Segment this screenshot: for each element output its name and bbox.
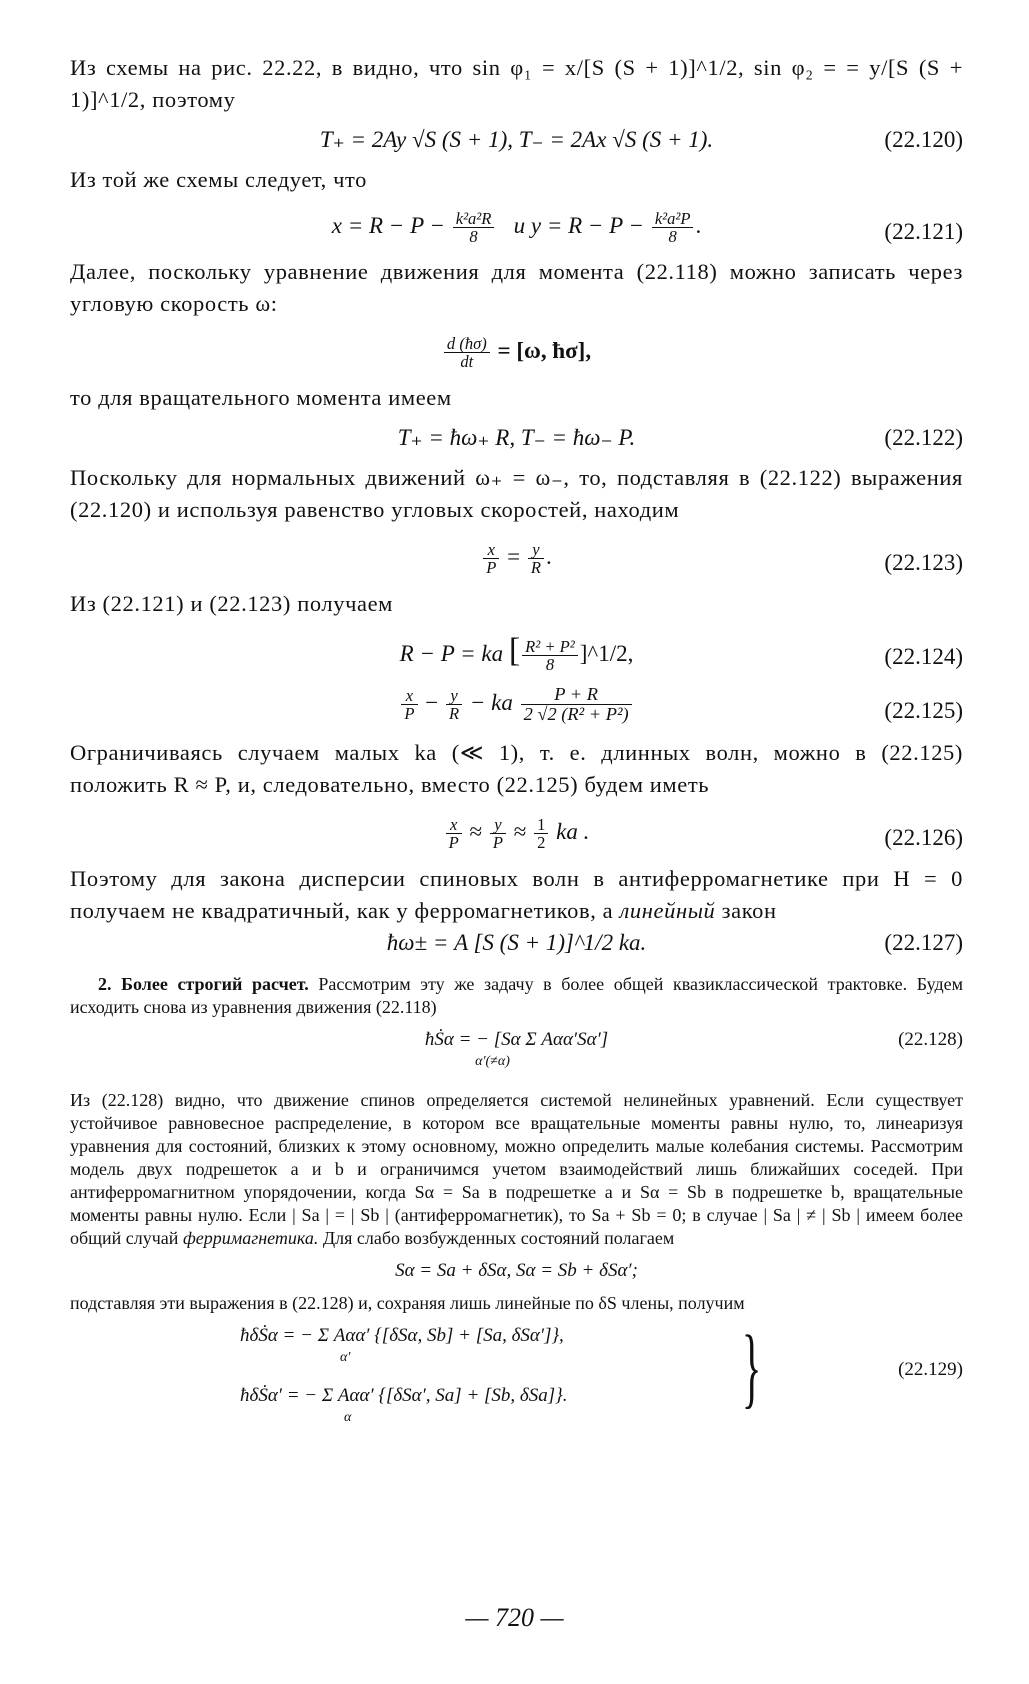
paragraph-7: Ограничиваясь случаем малых ka (≪ 1), т. е. длинных волн, можно в (22.125) положить R ≈ P, и, следовательно, вместо (22.125) будем иметь — [70, 740, 963, 797]
paragraph-2: Из той же схемы следует, что — [70, 167, 368, 192]
fraction — [522, 638, 578, 674]
equation-number: (22.129) — [898, 1359, 963, 1380]
section-text: Рассмотрим эту же задачу в более общей квазиклассической трактовке. Будем исходить снова из уравнения движения (22.118) — [70, 974, 963, 1017]
equation-22-124: R − P = ka [ $\frac{\text{R² + P²}}{8}$ ]^1/2, (22.124) — [70, 628, 963, 677]
equation-angular-velocity — [70, 328, 963, 374]
page-number: — 720 — — [465, 1603, 564, 1632]
sum-subscript: α′(≠α) — [475, 1054, 510, 1069]
equation-22-129 — [70, 1318, 963, 1437]
equation-right: = [ω, ħσ], — [497, 338, 592, 363]
equation-middle: и y = R − P − — [513, 213, 645, 238]
equation-substitution — [70, 1258, 963, 1284]
equation-number: (22.120) — [884, 127, 963, 152]
numerator: x — [446, 816, 462, 834]
denominator: P — [486, 558, 497, 578]
fraction — [521, 685, 632, 725]
section-2-intro — [70, 973, 963, 1019]
equation-body: T₊ = 2Ay √S (S + 1), T₋ = 2Ax √S (S + 1). — [319, 127, 714, 152]
equation-line-1 — [240, 1323, 963, 1377]
equation-line-body: ħδṠα′ = − Σ Aαα′ {[δSα′, Sa] + [Sb, δSa]}. — [240, 1385, 568, 1406]
fraction — [444, 335, 490, 371]
paragraph-4: то для вращательного момента имеем — [70, 385, 452, 410]
equation-body: ħṠα = − [Sα Σ Aαα′Sα′] — [424, 1029, 609, 1050]
equation-body: Sα = Sa + δSα, Sα = Sb + δSα′; — [395, 1260, 638, 1281]
denominator: 8 — [469, 227, 478, 247]
equation-left: R − P = ka — [399, 641, 504, 666]
paragraph-8-emphasis: линейный — [619, 898, 716, 923]
numerator: d (ħσ) — [444, 335, 490, 353]
equation-number: (22.128) — [898, 1029, 963, 1050]
paragraph-8-text: Поэтому для закона дисперсии спиновых волн в антиферромагнетике при H = 0 получаем не квадратичный, как у ферромагнетиков, а — [70, 866, 963, 923]
sum-subscript: α — [344, 1410, 352, 1425]
denominator: P — [492, 833, 503, 853]
equation-22-127 — [70, 927, 963, 959]
denominator: P — [448, 833, 459, 853]
fraction — [446, 687, 462, 723]
equation-number: (22.121) — [884, 219, 963, 244]
denominator: 8 — [545, 655, 555, 675]
numerator: P + R — [521, 685, 632, 705]
equation-number: (22.122) — [884, 425, 963, 450]
equation-number: (22.124) — [884, 644, 963, 669]
equation-number: (22.125) — [884, 698, 963, 723]
numerator: y — [528, 541, 544, 559]
equation-line-2 — [240, 1383, 963, 1437]
fraction — [652, 210, 694, 246]
section-heading: 2. Более строгий расчет. — [98, 974, 309, 994]
paragraph-9-text: Из (22.128) видно, что движение спинов определяется системой нелинейных уравнений. Если существует устойчивое равновесное распределение, в котором все вращательные моменты равны нулю, то, линеаризуя уравнения для состояний, близких к этому основному, можно определить малые колебания системы. Рассмотрим модель двух подрешеток a и b и ограничимся учетом взаимодействий лишь ближайших соседей. При антиферромагнитном упорядочении, когда Sα = Sa в подрешетке a и Sα = Sb в подрешетке b, вращательные моменты равны нулю. Если | Sa | = | Sb | (антиферромагнетик), то Sa + Sb = 0; в случае | Sa | ≠ | Sb | имеем более общий случай — [70, 1090, 963, 1248]
equation-number: (22.127) — [884, 930, 963, 955]
equation-body: T₊ = ħω₊ R, T₋ = ħω₋ P. — [397, 425, 636, 450]
fraction — [446, 816, 462, 852]
paragraph-8-end: закон — [721, 898, 777, 923]
denominator: 8 — [668, 227, 677, 247]
paragraph-10: подставляя эти выражения в (22.128) и, сохраняя лишь линейные по δS члены, получим — [70, 1293, 745, 1313]
numerator: x — [401, 687, 417, 705]
equation-left: x = R − P − — [331, 213, 445, 238]
denominator: 2 — [537, 833, 546, 853]
paragraph-6: Из (22.121) и (22.123) получаем — [70, 591, 393, 616]
paragraph-1: Из схемы на рис. 22.22, в видно, что sin φ₁ = x/[S (S + 1)]^1/2, sin φ₂ = = y/[S (S + 1)]^1/2, поэтому — [70, 55, 963, 112]
paragraph-8 — [70, 863, 963, 927]
equation-22-121: x = R − P − $\frac{\text{k²a²R}}{8}$ и y = R − P − $\frac{\text{k²a²P}}{8}$ . (22.121) — [70, 204, 963, 248]
denominator: P — [404, 704, 415, 724]
sum-subscript: α′ — [340, 1350, 351, 1365]
equation-line-body: ħδṠα = − Σ Aαα′ {[δSα, Sb] + [Sa, δSα′]}, — [240, 1325, 564, 1346]
equation-right: ka . — [556, 819, 590, 844]
fraction — [401, 687, 417, 723]
fraction — [534, 816, 548, 852]
paragraph-5: Поскольку для нормальных движений ω₊ = ω₋, то, подставляя в (22.122) выражения (22.120) и используя равенство угловых скоростей, находим — [70, 465, 963, 522]
equation-22-122 — [70, 422, 963, 454]
equation-22-123: $\frac{x}{P}$ = $\frac{y}{R}$ . (22.123) — [70, 534, 963, 580]
numerator: k²a²P — [652, 210, 694, 228]
paragraph-9-emphasis: ферримагнетика. — [182, 1228, 319, 1248]
paragraph-9 — [70, 1089, 963, 1250]
fraction — [453, 210, 495, 246]
equation-22-120 — [70, 124, 963, 156]
curly-brace: } — [741, 1318, 762, 1417]
fraction — [483, 541, 499, 577]
paragraph-3: Далее, поскольку уравнение движения для момента (22.118) можно записать через угловую скорость ω: — [70, 259, 963, 316]
numerator: R² + P² — [522, 638, 578, 656]
fraction — [528, 541, 544, 577]
equation-22-128 — [70, 1027, 963, 1081]
denominator: dt — [460, 352, 474, 372]
equation-middle: − ka — [469, 690, 513, 715]
denominator: 2 √2 (R² + P²) — [523, 704, 629, 725]
paragraph-9-end: Для слабо возбужденных состояний полагаем — [322, 1228, 675, 1248]
fraction — [490, 816, 506, 852]
equation-number: (22.123) — [884, 550, 963, 575]
numerator: y — [446, 687, 462, 705]
denominator: R — [448, 704, 460, 724]
equation-22-125: $\frac{x}{P}$ − $\frac{y}{R}$ − ka $\frac{P + R}{\text{2 √2 (R² + P²)}}$ (22.125) — [70, 677, 963, 729]
equation-body: ħω± = A [S (S + 1)]^1/2 ka. — [386, 930, 647, 955]
numerator: y — [490, 816, 506, 834]
numerator: x — [483, 541, 499, 559]
equation-number: (22.126) — [884, 825, 963, 850]
numerator: 1 — [534, 816, 548, 834]
numerator: k²a²R — [453, 210, 495, 228]
equation-22-126: $\frac{x}{P}$ ≈ $\frac{y}{P}$ ≈ $\frac{1}{2}$ ka . (22.126) — [70, 809, 963, 855]
denominator: R — [530, 558, 541, 578]
equation-right: ]^1/2, — [579, 641, 634, 666]
